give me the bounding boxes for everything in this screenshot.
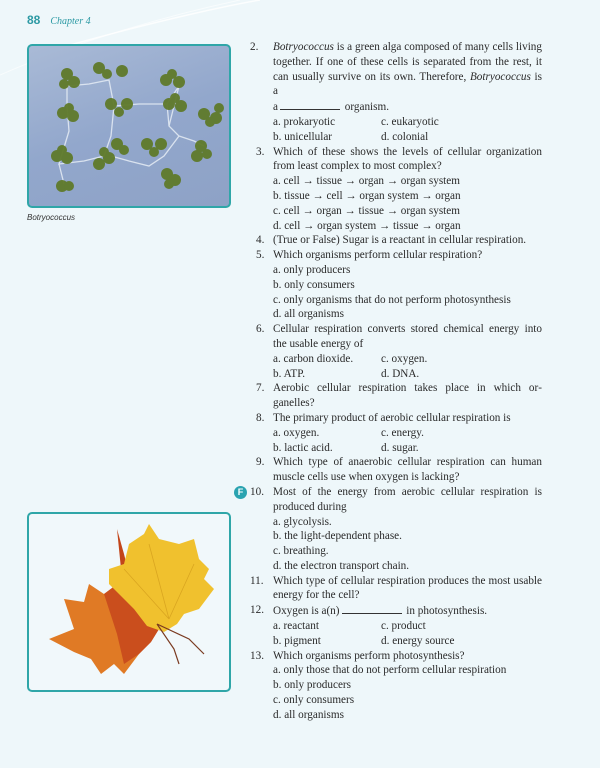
- question-13: [250, 649, 542, 664]
- question-text: The primary product of aerobic cellular respiration is: [273, 411, 511, 424]
- option: c. only consumers: [273, 694, 355, 707]
- question-10: [237, 485, 542, 515]
- question-text: Aerobic cellular respiration takes place in which organelles?: [273, 382, 542, 410]
- maple-leaves-photo: [27, 512, 231, 692]
- question-number: 6.: [256, 323, 265, 336]
- question-number: 2.: [250, 41, 259, 53]
- question-number: 12.: [250, 604, 264, 617]
- question-number: 8.: [256, 411, 265, 424]
- figure-caption: Botryococcus: [27, 213, 76, 222]
- species-term: Botryococcus: [469, 70, 531, 83]
- option: b. tissue → cell → organ system → organ: [273, 189, 461, 202]
- question-text: is a: [273, 70, 542, 98]
- option: b. ATP.: [273, 367, 306, 380]
- question-7: [256, 381, 542, 411]
- question-number: 9.: [256, 456, 265, 469]
- option: d. DNA.: [381, 367, 420, 380]
- question-text: Which of these shows the levels of cellular organization from least complex to most complex?: [273, 145, 542, 173]
- option: d. cell → organ system → tissue → organ: [273, 219, 461, 232]
- question-text: in photosynthesis.: [403, 605, 488, 618]
- option: b. only producers: [273, 679, 351, 692]
- option: a. reactant: [273, 620, 319, 633]
- question-number: 10.: [250, 485, 264, 498]
- option: c. oxygen.: [381, 352, 428, 365]
- question-text: Cellular respiration converts stored chemical energy into the usable energy of: [273, 323, 542, 350]
- question-text: Which organisms perform photosynthesis?: [273, 649, 465, 662]
- option: a. only producers: [273, 263, 351, 276]
- question-number: 3.: [256, 145, 265, 158]
- species-term: Botryococcus: [273, 41, 334, 53]
- question-text: a: [273, 101, 278, 114]
- answer-options: [256, 663, 542, 722]
- question-6: [256, 322, 542, 352]
- option: c. eukaryotic: [381, 115, 439, 128]
- option: a. only those that do not perform cellular respiration: [273, 664, 507, 677]
- question-number: 7.: [256, 382, 265, 395]
- option: b. pigment: [273, 634, 321, 647]
- question-12: [250, 603, 542, 619]
- answer-options: [256, 174, 542, 233]
- option: d. all organisms: [273, 308, 344, 321]
- option: a. carbon dioxide.: [273, 352, 354, 365]
- question-text: Which type of cellular respiration produces the most usable energy for the cell?: [273, 574, 542, 602]
- chapter-label: Chapter 4: [50, 16, 91, 27]
- option: d. colonial: [381, 130, 429, 143]
- option: b. unicellular: [273, 130, 333, 143]
- option: b. only consumers: [273, 278, 355, 291]
- answer-options: [256, 515, 542, 574]
- question-number: 4.: [256, 234, 265, 247]
- option: c. energy.: [381, 426, 424, 439]
- fill-blank: [280, 99, 340, 110]
- botryococcus-photo: [27, 44, 231, 208]
- answer-options: [256, 352, 542, 382]
- question-number: 13.: [250, 649, 264, 662]
- answer-options: [256, 115, 542, 145]
- option: a. oxygen.: [273, 426, 320, 439]
- algae-colony-illustration: [29, 46, 229, 206]
- question-5: [256, 248, 542, 263]
- question-number: 11.: [250, 574, 264, 587]
- question-number: 5.: [256, 249, 265, 262]
- question-4: [256, 233, 542, 248]
- question-9: [256, 455, 542, 485]
- option: a. cell → tissue → organ → organ system: [273, 175, 460, 188]
- question-text: organism.: [341, 101, 389, 114]
- option: c. breathing.: [273, 545, 329, 558]
- question-text: Oxygen is a(n): [273, 605, 340, 618]
- answer-options: [256, 263, 542, 322]
- option: d. energy source: [381, 634, 455, 647]
- maple-leaves-illustration: [29, 514, 229, 690]
- page-header: [27, 13, 91, 27]
- question-text: is a green alga composed of many cells living together. If one of these cells is separated from the rest, it can usually survive on its own. Therefore,: [273, 41, 542, 83]
- page-number: 88: [27, 13, 41, 27]
- question-2: [250, 40, 542, 115]
- option: b. the light-dependent phase.: [273, 530, 402, 543]
- option: c. product: [381, 620, 426, 633]
- option: d. sugar.: [381, 441, 419, 454]
- question-3: [256, 145, 542, 175]
- option: d. the electron transport chain.: [273, 559, 410, 572]
- fill-blank: [342, 603, 402, 614]
- option: c. only organisms that do not perform photosynthesis: [273, 293, 511, 306]
- answer-options: [256, 426, 542, 456]
- question-text: Most of the energy from aerobic cellular respiration is produced during: [273, 485, 542, 513]
- option: c. cell → organ → tissue → organ system: [273, 204, 460, 217]
- option: a. prokaryotic: [273, 115, 336, 128]
- question-text: Which type of anaerobic cellular respiration can human muscle cells use when oxygen is lacking?: [273, 456, 542, 484]
- option: b. lactic acid.: [273, 441, 333, 454]
- option: a. glycolysis.: [273, 515, 332, 528]
- question-text: (True or False) Sugar is a reactant in cellular respiration.: [273, 234, 527, 247]
- question-8: [256, 411, 542, 426]
- answer-options: [256, 619, 542, 649]
- question-11: [250, 574, 542, 604]
- option: d. all organisms: [273, 708, 344, 721]
- review-questions: [237, 40, 542, 723]
- feature-badge-icon: F: [234, 486, 247, 499]
- question-text: Which organisms perform cellular respiration?: [273, 249, 483, 262]
